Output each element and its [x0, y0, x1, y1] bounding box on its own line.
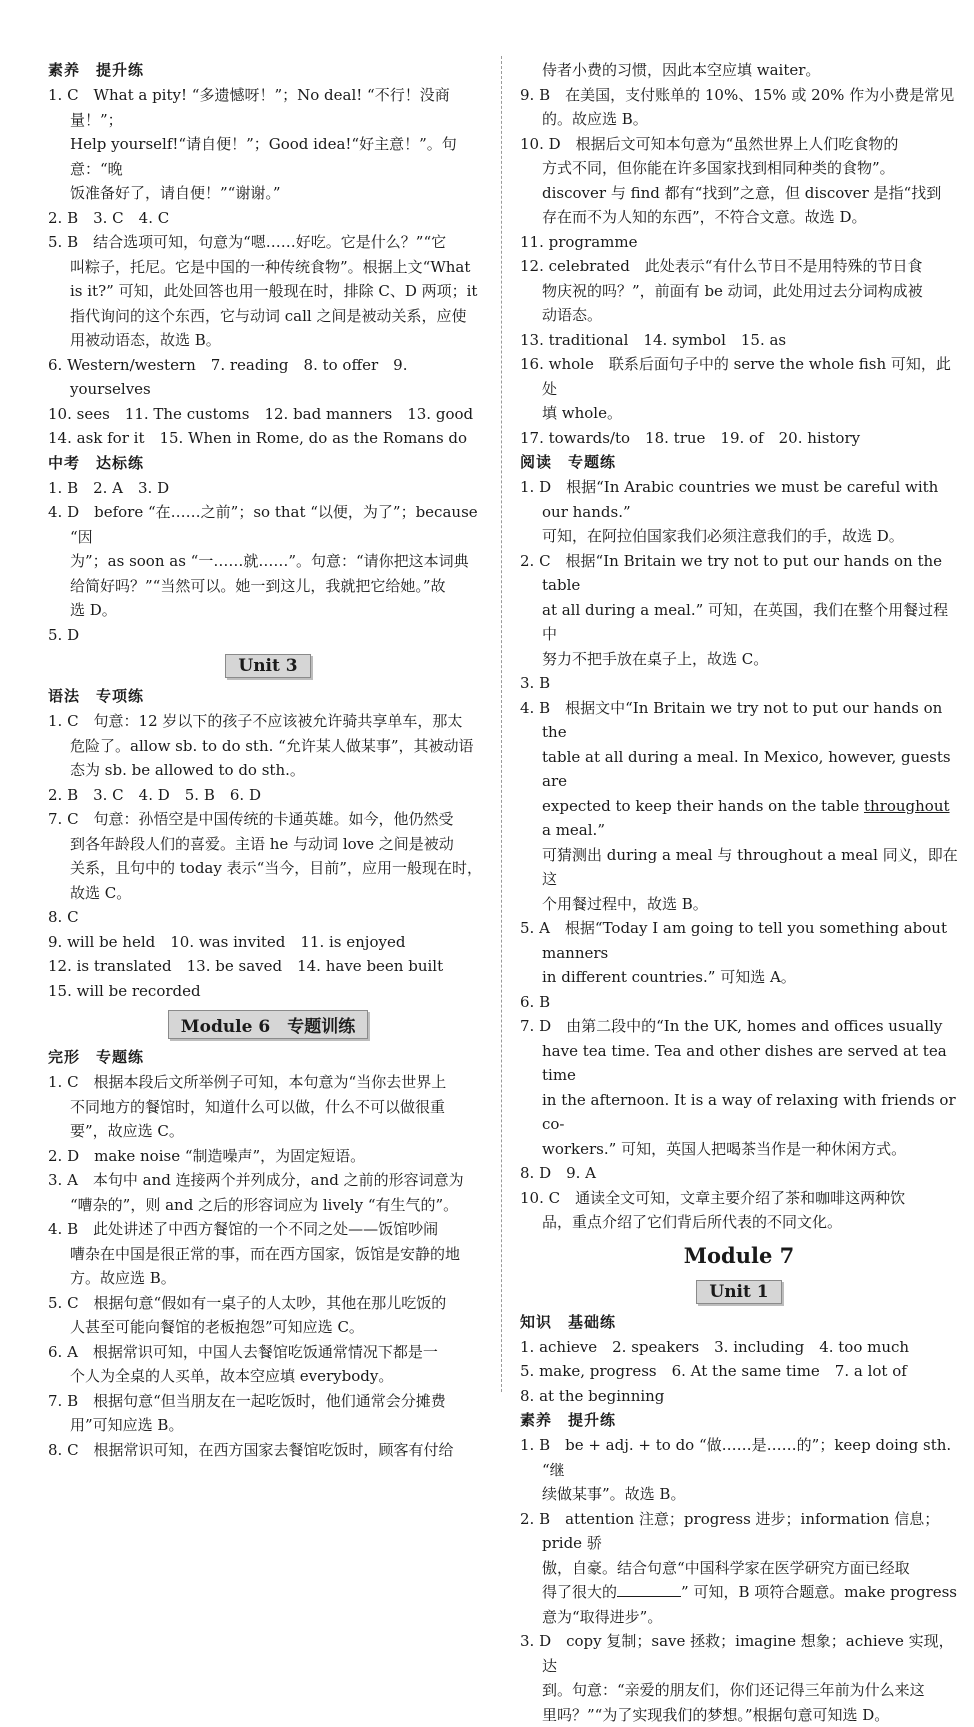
answer-line: 1. C What a pity! “多遗憾呀！”；No deal! “不行！没商量！”；: [48, 83, 488, 132]
answer-line: 为”；as soon as “一……就……”。句意：“请你把这本词典: [48, 549, 488, 574]
answer-line: 嘈杂在中国是很正常的事，而在西方国家，饭馆是安静的地: [48, 1242, 488, 1267]
answer-line: Help yourself!“请自便！”；Good idea!“好主意！”。句意：“晚: [48, 132, 488, 181]
answer-line: 人甚至可能向餐馆的老板抱怨”可知应选 C。: [48, 1315, 488, 1340]
answer-line: 9. will be held 10. was invited 11. is enjoyed: [48, 930, 488, 955]
module-title: Module 6 专题训练: [168, 1010, 368, 1039]
answer-text: 得了很大的: [542, 1583, 617, 1601]
answer-line: 里吗？”“为了实现我们的梦想。”根据句意可知选 D。: [520, 1703, 958, 1727]
answer-line: workers.” 可知，英国人把喝茶当作是一种休闲方式。: [520, 1137, 958, 1162]
answer-line: 4. D before “在……之前”；so that “以便，为了”；because “因: [48, 500, 488, 549]
left-column: [48, 58, 488, 1462]
answer-line: 给简好吗？”“当然可以。她一到这儿，我就把它给她。”故: [48, 574, 488, 599]
answer-line: 7. B 根据句意“但当朋友在一起吃饭时，他们通常会分摊费: [48, 1389, 488, 1414]
answer-line: 2. D make noise “制造噪声”，为固定短语。: [48, 1144, 488, 1169]
underlined-word: throughout: [864, 797, 950, 815]
answer-line: 1. B 2. A 3. D: [48, 476, 488, 501]
answer-line: 4. B 此处讲述了中西方餐馆的一个不同之处——饭馆吵闹: [48, 1217, 488, 1242]
answer-line: 12. celebrated 此处表示“有什么节日不是用特殊的节日食: [520, 254, 958, 279]
answer-line: 1. C 句意：12 岁以下的孩子不应该被允许骑共享单车，那太: [48, 709, 488, 734]
answer-line: 个人为全桌的人买单，故本空应填 everybody。: [48, 1364, 488, 1389]
section-heading: 阅读 专题练: [520, 450, 958, 475]
answer-line: [520, 794, 958, 843]
answer-line: 存在而不为人知的东西”，不符合文意。故选 D。: [520, 205, 958, 230]
answer-line: 到。句意：“亲爱的朋友们，你们还记得三年前为什么来这: [520, 1678, 958, 1703]
module-heading: Module 7: [520, 1239, 958, 1273]
answer-line: 8. D 9. A: [520, 1161, 958, 1186]
answer-line: 13. traditional 14. symbol 15. as: [520, 328, 958, 353]
answer-line: 指代询问的这个东西，它与动词 call 之间是被动关系，应使: [48, 304, 488, 329]
answer-text: a meal.”: [542, 821, 605, 839]
answer-line: 用”可知应选 B。: [48, 1413, 488, 1438]
answer-line: in different countries.” 可知选 A。: [520, 965, 958, 990]
section-heading: 知识 基础练: [520, 1310, 958, 1335]
answer-line: 要”，故应选 C。: [48, 1119, 488, 1144]
answer-line: 的。故应选 B。: [520, 107, 958, 132]
answer-line: have tea time. Tea and other dishes are served at tea time: [520, 1039, 958, 1088]
answer-line: 2. B 3. C 4. C: [48, 206, 488, 231]
answer-line: 8. C: [48, 905, 488, 930]
answer-line: 到各年龄段人们的喜爱。主语 he 与动词 love 之间是被动: [48, 832, 488, 857]
answer-line: 个用餐过程中，故选 B。: [520, 892, 958, 917]
section-heading: 中考 达标练: [48, 451, 488, 476]
answer-text: ” 可知，B 项符合题意。make progress: [681, 1583, 957, 1601]
answer-line: 1. achieve 2. speakers 3. including 4. too much: [520, 1335, 958, 1360]
answer-line: 1. C 根据本段后文所举例子可知，本句意为“当你去世界上: [48, 1070, 488, 1095]
answer-line: 续做某事”。故选 B。: [520, 1482, 958, 1507]
answer-line: “嘈杂的”，则 and 之后的形容词应为 lively “有生气的”。: [48, 1193, 488, 1218]
section-heading: 素养 提升练: [48, 58, 488, 83]
column-divider: [501, 56, 502, 1392]
answer-line: at all during a meal.” 可知，在英国，我们在整个用餐过程中: [520, 598, 958, 647]
answer-line: 6. Western/western 7. reading 8. to offer 9. yourselves: [48, 353, 488, 402]
section-heading: 素养 提升练: [520, 1408, 958, 1433]
answer-line: 危险了。allow sb. to do sth. “允许某人做某事”，其被动语: [48, 734, 488, 759]
right-column: [520, 58, 958, 1727]
answer-line: [520, 1580, 958, 1605]
answer-line: 方。故应选 B。: [48, 1266, 488, 1291]
answer-line: 6. B: [520, 990, 958, 1015]
fill-in-blank: [617, 1582, 681, 1597]
answer-line: 10. sees 11. The customs 12. bad manners 13. good: [48, 402, 488, 427]
answer-line: 动语态。: [520, 303, 958, 328]
unit-title: Unit 3: [225, 654, 310, 678]
answer-line: 3. B: [520, 671, 958, 696]
answer-line: table at all during a meal. In Mexico, however, guests are: [520, 745, 958, 794]
answer-line: 2. B attention 注意；progress 进步；information 信息；pride 骄: [520, 1507, 958, 1556]
answer-line: 10. C 通读全文可知，文章主要介绍了茶和咖啡这两种饮: [520, 1186, 958, 1211]
answer-line: 2. C 根据“In Britain we try not to put our hands on the table: [520, 549, 958, 598]
answer-line: 可知，在阿拉伯国家我们必须注意我们的手，故选 D。: [520, 524, 958, 549]
unit-banner: [48, 654, 488, 678]
answer-line: 关系，且句中的 today 表示“当今，目前”，应用一般现在时，: [48, 856, 488, 881]
answer-line: 填 whole。: [520, 401, 958, 426]
answer-line: 品，重点介绍了它们背后所代表的不同文化。: [520, 1210, 958, 1235]
answer-line: 4. B 根据文中“In Britain we try not to put our hands on the: [520, 696, 958, 745]
answer-line: 1. B be + adj. + to do “做……是……的”；keep doing sth. “继: [520, 1433, 958, 1482]
answer-line: in the afternoon. It is a way of relaxing with friends or co-: [520, 1088, 958, 1137]
section-heading: 完形 专题练: [48, 1045, 488, 1070]
answer-line: 3. D copy 复制；save 拯救；imagine 想象；achieve 实现，达: [520, 1629, 958, 1678]
answer-line: 16. whole 联系后面句子中的 serve the whole fish 可知，此处: [520, 352, 958, 401]
answer-line: 5. B 结合选项可知，句意为“嗯……好吃。它是什么？”“它: [48, 230, 488, 255]
answer-line: 5. C 根据句意“假如有一桌子的人太吵，其他在那儿吃饭的: [48, 1291, 488, 1316]
answer-line: 9. B 在美国，支付账单的 10%、15% 或 20% 作为小费是常见: [520, 83, 958, 108]
answer-line: 傲，自豪。结合句意“中国科学家在医学研究方面已经取: [520, 1556, 958, 1581]
answer-line: 7. D 由第二段中的“In the UK, homes and offices usually: [520, 1014, 958, 1039]
answer-line: 努力不把手放在桌子上，故选 C。: [520, 647, 958, 672]
answer-line: 故选 C。: [48, 881, 488, 906]
answer-line: 可猜测出 during a meal 与 throughout a meal 同义，即在这: [520, 843, 958, 892]
answer-line: 17. towards/to 18. true 19. of 20. history: [520, 426, 958, 451]
answer-line: 方式不同，但你能在许多国家找到相同种类的食物”。: [520, 156, 958, 181]
answer-line: 1. D 根据“In Arabic countries we must be careful with our hands.”: [520, 475, 958, 524]
answer-line: 14. ask for it 15. When in Rome, do as the Romans do: [48, 426, 488, 451]
answer-line: 饭准备好了，请自便！”“谢谢。”: [48, 181, 488, 206]
answer-line: 2. B 3. C 4. D 5. B 6. D: [48, 783, 488, 808]
module-banner: [48, 1010, 488, 1039]
answer-line: 5. make, progress 6. At the same time 7. a lot of: [520, 1359, 958, 1384]
answer-line: 意为“取得进步”。: [520, 1605, 958, 1630]
answer-line: 6. A 根据常识可知，中国人去餐馆吃饭通常情况下都是一: [48, 1340, 488, 1365]
answer-line: 叫粽子，托尼。它是中国的一种传统食物”。根据上文“What: [48, 255, 488, 280]
unit-banner: [520, 1280, 958, 1304]
answer-line: 侍者小费的习惯，因此本空应填 waiter。: [520, 58, 958, 83]
unit-title: Unit 1: [696, 1280, 781, 1304]
answer-line: 物庆祝的吗？”，前面有 be 动词，此处用过去分词构成被: [520, 279, 958, 304]
answer-line: 态为 sb. be allowed to do sth.。: [48, 758, 488, 783]
answer-line: is it?” 可知，此处回答也用一般现在时，排除 C、D 两项；it: [48, 279, 488, 304]
answer-line: 11. programme: [520, 230, 958, 255]
answer-line: 用被动语态，故选 B。: [48, 328, 488, 353]
answer-text: expected to keep their hands on the table: [542, 797, 864, 815]
answer-line: 8. at the beginning: [520, 1384, 958, 1409]
answer-line: 8. C 根据常识可知，在西方国家去餐馆吃饭时，顾客有付给: [48, 1438, 488, 1463]
answer-line: 7. C 句意：孙悟空是中国传统的卡通英雄。如今，他仍然受: [48, 807, 488, 832]
section-heading: 语法 专项练: [48, 684, 488, 709]
answer-line: 12. is translated 13. be saved 14. have been built: [48, 954, 488, 979]
answer-line: discover 与 find 都有“找到”之意，但 discover 是指“找到: [520, 181, 958, 206]
answer-line: 10. D 根据后文可知本句意为“虽然世界上人们吃食物的: [520, 132, 958, 157]
answer-line: 3. A 本句中 and 连接两个并列成分，and 之前的形容词意为: [48, 1168, 488, 1193]
answer-line: 5. D: [48, 623, 488, 648]
answer-line: 不同地方的餐馆时，知道什么可以做，什么不可以做很重: [48, 1095, 488, 1120]
answer-line: 选 D。: [48, 598, 488, 623]
answer-line: 5. A 根据“Today I am going to tell you something about manners: [520, 916, 958, 965]
answer-line: 15. will be recorded: [48, 979, 488, 1004]
